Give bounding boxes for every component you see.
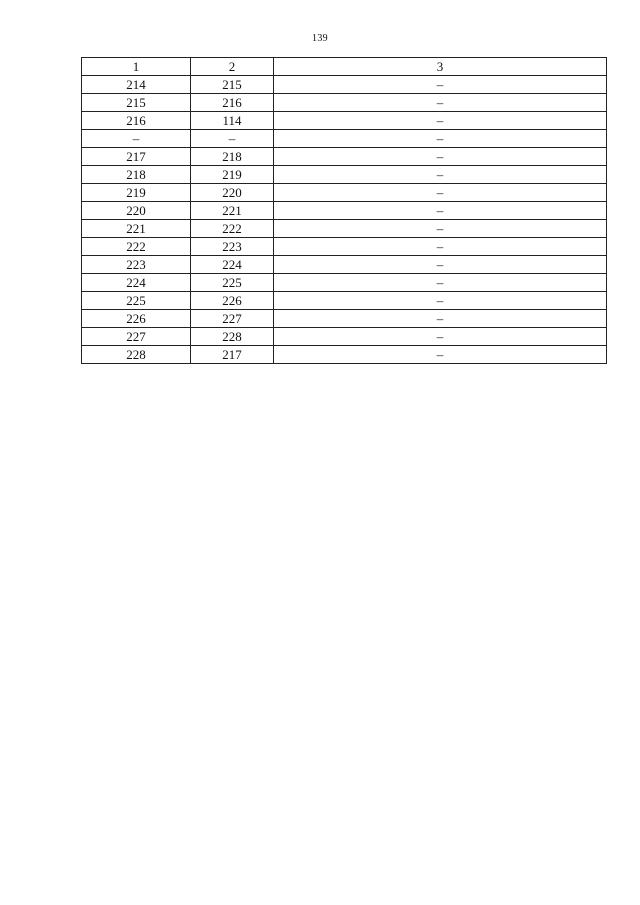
table-cell-col-1: 225: [82, 292, 191, 310]
table-cell-col-3: –: [274, 112, 607, 130]
table-cell-col-3: –: [274, 130, 607, 148]
table-row: [82, 94, 607, 112]
table-cell-col-2: 215: [191, 76, 274, 94]
header-row: [82, 58, 607, 76]
table-row: [82, 346, 607, 364]
table-row: [82, 166, 607, 184]
column-header-2: 2: [191, 58, 274, 76]
data-table: [81, 57, 607, 364]
table-cell-col-3: –: [274, 346, 607, 364]
table-row: [82, 328, 607, 346]
table-cell-col-1: 221: [82, 220, 191, 238]
table-cell-col-3: –: [274, 94, 607, 112]
table-cell-col-2: 227: [191, 310, 274, 328]
table-row: [82, 292, 607, 310]
table-cell-col-3: –: [274, 274, 607, 292]
table-row: [82, 184, 607, 202]
table-cell-col-3: –: [274, 310, 607, 328]
table-cell-col-2: 223: [191, 238, 274, 256]
table-cell-col-2: 114: [191, 112, 274, 130]
table-cell-col-3: –: [274, 76, 607, 94]
table-cell-col-3: –: [274, 166, 607, 184]
table-cell-col-2: 218: [191, 148, 274, 166]
table-row: [82, 130, 607, 148]
table-cell-col-1: 223: [82, 256, 191, 274]
table-cell-col-1: 224: [82, 274, 191, 292]
table-cell-col-1: –: [82, 130, 191, 148]
table-cell-col-3: –: [274, 238, 607, 256]
table-row: [82, 112, 607, 130]
table-cell-col-1: 214: [82, 76, 191, 94]
table-row: [82, 256, 607, 274]
table-cell-col-1: 220: [82, 202, 191, 220]
table-cell-col-1: 215: [82, 94, 191, 112]
table-cell-col-2: 219: [191, 166, 274, 184]
table-row: [82, 148, 607, 166]
table-cell-col-1: 227: [82, 328, 191, 346]
table-cell-col-3: –: [274, 256, 607, 274]
table-body: [82, 76, 607, 364]
table-cell-col-2: 222: [191, 220, 274, 238]
table-cell-col-1: 228: [82, 346, 191, 364]
table-row: [82, 310, 607, 328]
table-row: [82, 76, 607, 94]
table-cell-col-3: –: [274, 292, 607, 310]
table-cell-col-1: 226: [82, 310, 191, 328]
table-cell-col-3: –: [274, 202, 607, 220]
table-cell-col-2: –: [191, 130, 274, 148]
table-cell-col-1: 219: [82, 184, 191, 202]
table-cell-col-2: 216: [191, 94, 274, 112]
table-row: [82, 220, 607, 238]
column-header-1: 1: [82, 58, 191, 76]
table-cell-col-2: 225: [191, 274, 274, 292]
table-cell-col-2: 221: [191, 202, 274, 220]
table-row: [82, 202, 607, 220]
table-cell-col-1: 217: [82, 148, 191, 166]
table-cell-col-1: 216: [82, 112, 191, 130]
table-row: [82, 238, 607, 256]
table-cell-col-2: 220: [191, 184, 274, 202]
table-cell-col-3: –: [274, 220, 607, 238]
table-cell-col-3: –: [274, 184, 607, 202]
table-row: [82, 274, 607, 292]
table-cell-col-2: 217: [191, 346, 274, 364]
table-cell-col-3: –: [274, 328, 607, 346]
table-cell-col-1: 222: [82, 238, 191, 256]
table-cell-col-2: 224: [191, 256, 274, 274]
table-cell-col-2: 228: [191, 328, 274, 346]
table-cell-col-3: –: [274, 148, 607, 166]
column-header-3: 3: [274, 58, 607, 76]
table-cell-col-2: 226: [191, 292, 274, 310]
page-number: 139: [312, 33, 328, 44]
table-cell-col-1: 218: [82, 166, 191, 184]
